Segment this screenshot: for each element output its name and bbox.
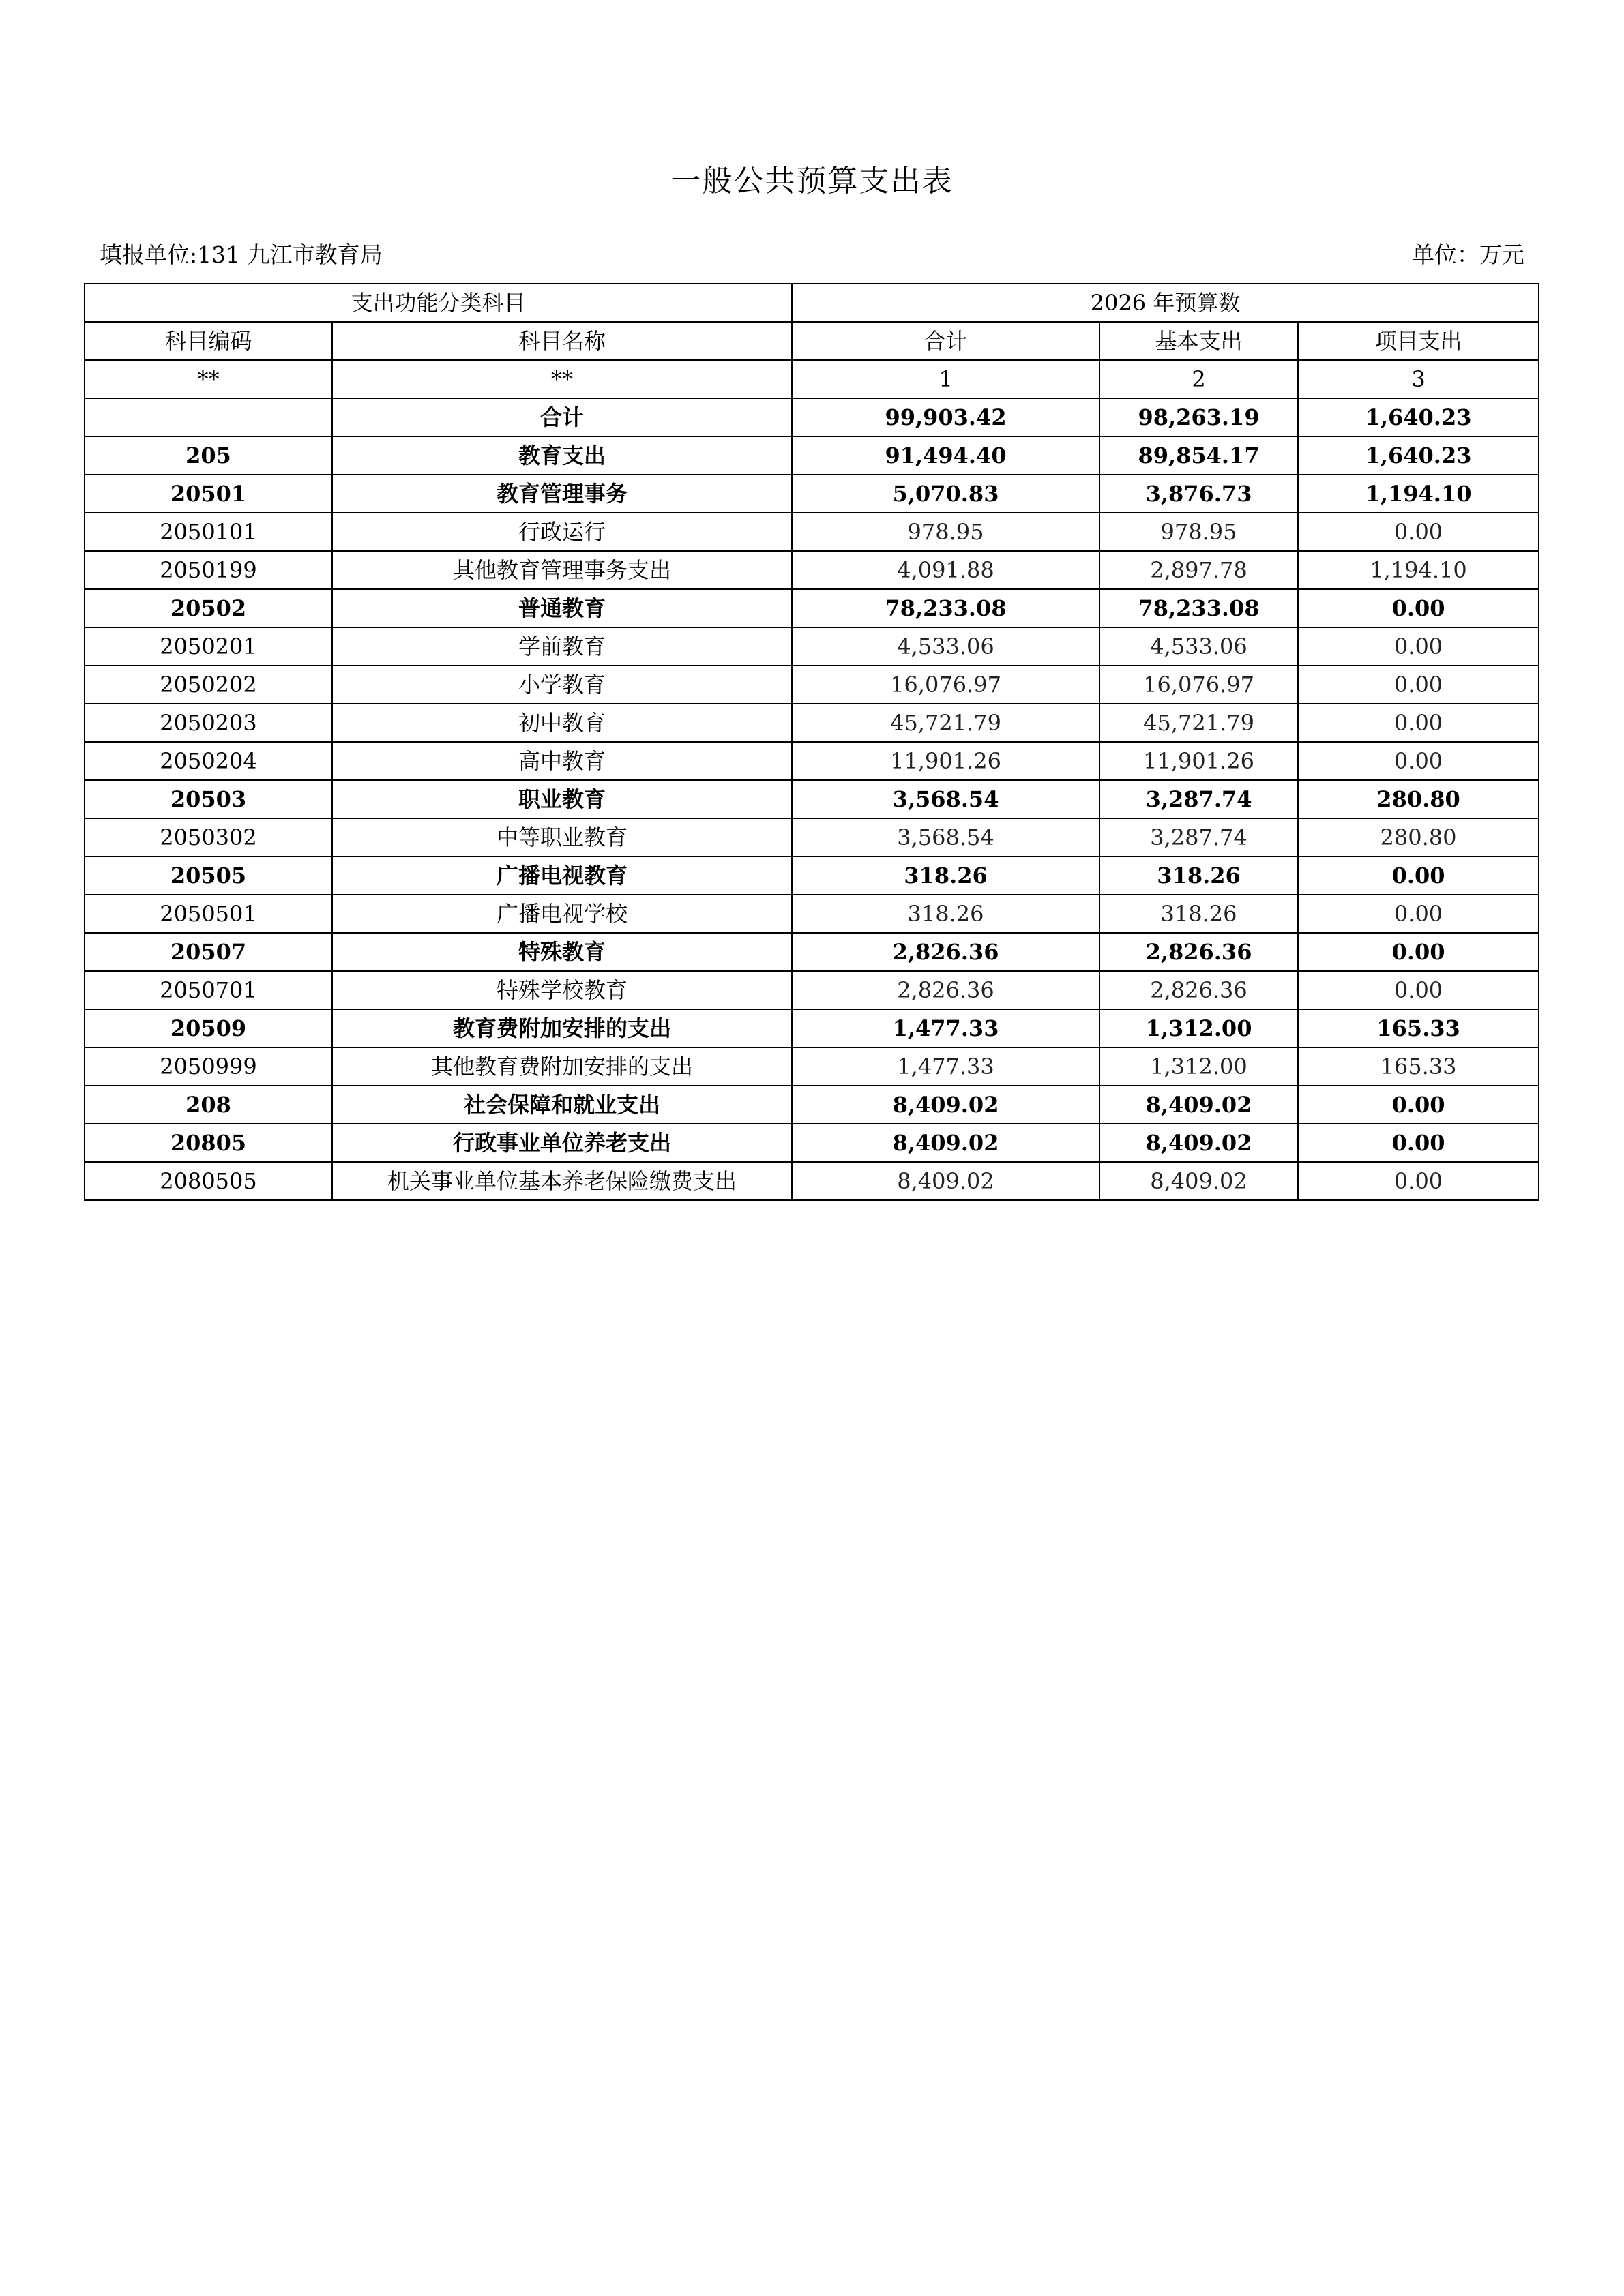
cell-code: 20501 <box>85 475 332 513</box>
table-row <box>85 475 1539 513</box>
column-header-project: 项目支出 <box>1298 322 1539 360</box>
cell-basic: 3,287.74 <box>1099 780 1298 818</box>
cell-project: 0.00 <box>1298 971 1539 1009</box>
cell-basic: 2,826.36 <box>1099 971 1298 1009</box>
cell-name: 行政运行 <box>332 513 792 551</box>
cell-project: 0.00 <box>1298 513 1539 551</box>
cell-basic: 1,312.00 <box>1099 1047 1298 1086</box>
table-row <box>85 1124 1539 1162</box>
cell-basic: 8,409.02 <box>1099 1086 1298 1124</box>
cell-basic: 2,897.78 <box>1099 551 1298 589</box>
cell-code: 20503 <box>85 780 332 818</box>
cell-project: 0.00 <box>1298 895 1539 933</box>
cell-project: 0.00 <box>1298 627 1539 666</box>
column-header-name: 科目名称 <box>332 322 792 360</box>
cell-total: 45,721.79 <box>792 704 1099 742</box>
cell-basic: 3,876.73 <box>1099 475 1298 513</box>
cell-code: 20805 <box>85 1124 332 1162</box>
unit-label: 单位：万元 <box>1412 241 1524 268</box>
table-row <box>85 436 1539 475</box>
cell-project: 165.33 <box>1298 1047 1539 1086</box>
cell-name: 社会保障和就业支出 <box>332 1086 792 1124</box>
cell-basic: 8,409.02 <box>1099 1162 1298 1200</box>
cell-name: 初中教育 <box>332 704 792 742</box>
cell-project: 0.00 <box>1298 1086 1539 1124</box>
cell-name: 特殊学校教育 <box>332 971 792 1009</box>
cell-name: 机关事业单位基本养老保险缴费支出 <box>332 1162 792 1200</box>
cell-total: 318.26 <box>792 895 1099 933</box>
table-row <box>85 818 1539 856</box>
index-cell: ** <box>332 360 792 398</box>
cell-code: 20507 <box>85 933 332 971</box>
cell-total: 4,091.88 <box>792 551 1099 589</box>
cell-name: 合计 <box>332 398 792 436</box>
cell-project: 1,640.23 <box>1298 436 1539 475</box>
cell-project: 1,194.10 <box>1298 475 1539 513</box>
cell-name: 广播电视学校 <box>332 895 792 933</box>
cell-code: 20502 <box>85 589 332 627</box>
column-header-row <box>85 322 1539 360</box>
cell-total: 99,903.42 <box>792 398 1099 436</box>
table-row <box>85 513 1539 551</box>
table-row <box>85 1162 1539 1200</box>
index-cell: ** <box>85 360 332 398</box>
cell-total: 3,568.54 <box>792 780 1099 818</box>
index-cell: 1 <box>792 360 1099 398</box>
table-row <box>85 780 1539 818</box>
table-row <box>85 1086 1539 1124</box>
index-row <box>85 360 1539 398</box>
cell-name: 普通教育 <box>332 589 792 627</box>
cell-basic: 45,721.79 <box>1099 704 1298 742</box>
cell-code: 20509 <box>85 1009 332 1047</box>
group-header-row <box>85 284 1539 322</box>
cell-total: 8,409.02 <box>792 1124 1099 1162</box>
cell-project: 0.00 <box>1298 856 1539 895</box>
cell-name: 其他教育费附加安排的支出 <box>332 1047 792 1086</box>
cell-code: 2050204 <box>85 742 332 780</box>
cell-name: 高中教育 <box>332 742 792 780</box>
cell-total: 5,070.83 <box>792 475 1099 513</box>
cell-project: 280.80 <box>1298 780 1539 818</box>
cell-total: 2,826.36 <box>792 933 1099 971</box>
cell-code: 20505 <box>85 856 332 895</box>
cell-name: 特殊教育 <box>332 933 792 971</box>
cell-basic: 11,901.26 <box>1099 742 1298 780</box>
cell-total: 78,233.08 <box>792 589 1099 627</box>
cell-total: 8,409.02 <box>792 1086 1099 1124</box>
cell-basic: 78,233.08 <box>1099 589 1298 627</box>
cell-project: 0.00 <box>1298 933 1539 971</box>
column-header-total: 合计 <box>792 322 1099 360</box>
cell-name: 教育费附加安排的支出 <box>332 1009 792 1047</box>
cell-code <box>85 398 332 436</box>
cell-total: 1,477.33 <box>792 1009 1099 1047</box>
cell-code: 2050101 <box>85 513 332 551</box>
cell-project: 0.00 <box>1298 1124 1539 1162</box>
cell-basic: 16,076.97 <box>1099 666 1298 704</box>
cell-total: 1,477.33 <box>792 1047 1099 1086</box>
cell-name: 教育支出 <box>332 436 792 475</box>
cell-code: 2050199 <box>85 551 332 589</box>
table-row <box>85 933 1539 971</box>
table-row <box>85 627 1539 666</box>
table-row <box>85 742 1539 780</box>
cell-code: 2050203 <box>85 704 332 742</box>
index-cell: 2 <box>1099 360 1298 398</box>
cell-name: 广播电视教育 <box>332 856 792 895</box>
fill-unit: 填报单位:131 九江市教育局 <box>100 241 383 268</box>
cell-project: 0.00 <box>1298 742 1539 780</box>
cell-name: 小学教育 <box>332 666 792 704</box>
cell-code: 2050501 <box>85 895 332 933</box>
cell-basic: 4,533.06 <box>1099 627 1298 666</box>
cell-name: 中等职业教育 <box>332 818 792 856</box>
cell-basic: 89,854.17 <box>1099 436 1298 475</box>
cell-code: 2050302 <box>85 818 332 856</box>
cell-code: 2050202 <box>85 666 332 704</box>
page-title: 一般公共预算支出表 <box>670 164 954 198</box>
cell-project: 0.00 <box>1298 1162 1539 1200</box>
cell-name: 学前教育 <box>332 627 792 666</box>
cell-name: 教育管理事务 <box>332 475 792 513</box>
table-row <box>85 1047 1539 1086</box>
cell-code: 208 <box>85 1086 332 1124</box>
table-row <box>85 589 1539 627</box>
cell-total: 91,494.40 <box>792 436 1099 475</box>
group-header-budget: 2026 年预算数 <box>792 284 1539 322</box>
cell-code: 2050999 <box>85 1047 332 1086</box>
cell-total: 3,568.54 <box>792 818 1099 856</box>
cell-basic: 2,826.36 <box>1099 933 1298 971</box>
cell-code: 205 <box>85 436 332 475</box>
index-cell: 3 <box>1298 360 1539 398</box>
cell-total: 11,901.26 <box>792 742 1099 780</box>
cell-project: 1,640.23 <box>1298 398 1539 436</box>
cell-total: 16,076.97 <box>792 666 1099 704</box>
cell-project: 0.00 <box>1298 666 1539 704</box>
table-row <box>85 398 1539 436</box>
table-row <box>85 895 1539 933</box>
cell-basic: 3,287.74 <box>1099 818 1298 856</box>
column-header-basic: 基本支出 <box>1099 322 1298 360</box>
cell-total: 8,409.02 <box>792 1162 1099 1200</box>
cell-basic: 98,263.19 <box>1099 398 1298 436</box>
cell-basic: 1,312.00 <box>1099 1009 1298 1047</box>
cell-basic: 318.26 <box>1099 895 1298 933</box>
cell-code: 2080505 <box>85 1162 332 1200</box>
cell-code: 2050201 <box>85 627 332 666</box>
table-row <box>85 551 1539 589</box>
cell-name: 职业教育 <box>332 780 792 818</box>
cell-basic: 8,409.02 <box>1099 1124 1298 1162</box>
table-row <box>85 856 1539 895</box>
cell-total: 4,533.06 <box>792 627 1099 666</box>
cell-total: 2,826.36 <box>792 971 1099 1009</box>
cell-project: 165.33 <box>1298 1009 1539 1047</box>
cell-project: 1,194.10 <box>1298 551 1539 589</box>
budget-table <box>84 283 1539 1201</box>
cell-total: 318.26 <box>792 856 1099 895</box>
cell-basic: 978.95 <box>1099 513 1298 551</box>
cell-project: 0.00 <box>1298 704 1539 742</box>
table-row <box>85 1009 1539 1047</box>
group-header-subject: 支出功能分类科目 <box>85 284 792 322</box>
cell-project: 0.00 <box>1298 589 1539 627</box>
cell-project: 280.80 <box>1298 818 1539 856</box>
cell-basic: 318.26 <box>1099 856 1298 895</box>
table-row <box>85 971 1539 1009</box>
cell-name: 行政事业单位养老支出 <box>332 1124 792 1162</box>
column-header-code: 科目编码 <box>85 322 332 360</box>
cell-total: 978.95 <box>792 513 1099 551</box>
table-row <box>85 704 1539 742</box>
cell-code: 2050701 <box>85 971 332 1009</box>
cell-name: 其他教育管理事务支出 <box>332 551 792 589</box>
table-row <box>85 666 1539 704</box>
